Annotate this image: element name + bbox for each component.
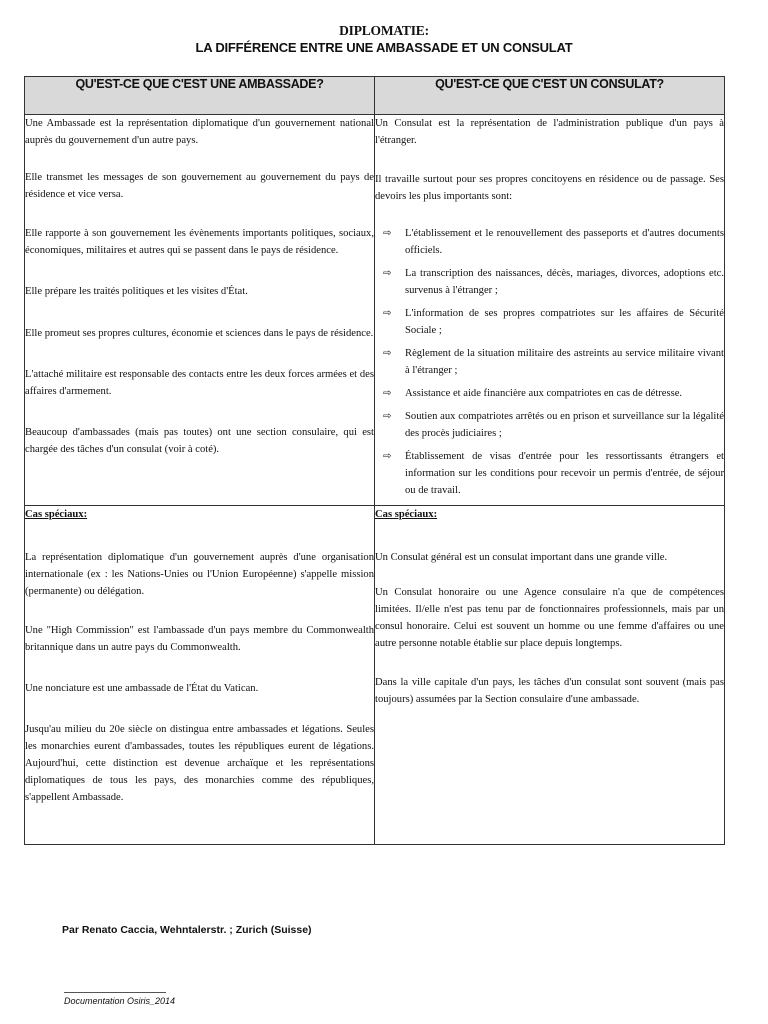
- duty-item: ⇨ Assistance et aide financière aux compatriotes en cas de détresse.: [383, 385, 724, 402]
- arrow-icon: ⇨: [383, 388, 392, 399]
- consulat-duties-intro: Il travaille surtout pour ses propres concitoyens en résidence ou de passage. Ses devoirs les plus importants sont:: [375, 174, 724, 202]
- arrow-icon: ⇨: [383, 308, 392, 319]
- special-paragraph: Un Consulat général est un consulat important dans une grande ville.: [375, 552, 668, 563]
- duty-item: ⇨ Soutien aux compatriotes arrêtés ou en prison et surveillance sur la légalité des procès judiciaires ;: [383, 408, 724, 442]
- document-title: [0, 22, 768, 56]
- duty-item: ⇨ Établissement de visas d'entrée pour les ressortissants étrangers et information sur les conditions pour recevoir un permis d'entrée, de séjour ou de travail.: [383, 448, 724, 499]
- consulat-duties-list: [383, 225, 724, 499]
- ambassade-paragraph: Elle prépare les traités politiques et les visites d'État.: [25, 286, 248, 297]
- ambassade-cell: [25, 115, 375, 506]
- arrow-icon: ⇨: [383, 228, 392, 239]
- arrow-icon: ⇨: [383, 348, 392, 359]
- comparison-table: [24, 76, 725, 845]
- special-paragraph: Une nonciature est une ambassade de l'État du Vatican.: [25, 683, 259, 694]
- arrow-icon: ⇨: [383, 451, 392, 462]
- title-line-1: DIPLOMATIE:: [339, 23, 429, 38]
- ambassade-paragraph: Elle rapporte à son gouvernement les évènements importants politiques, sociaux, économiques, militaires et autres qui se passent dans le pays de résidence.: [25, 228, 374, 256]
- special-cases-left-cell: [25, 506, 375, 845]
- ambassade-paragraph: Beaucoup d'ambassades (mais pas toutes) ont une section consulaire, qui est chargée des tâches d'un consulat (voir à coté).: [25, 427, 374, 455]
- special-cases-heading: Cas spéciaux:: [375, 509, 438, 520]
- special-cases-heading: Cas spéciaux:: [25, 509, 88, 520]
- ambassade-paragraph: L'attaché militaire est responsable des contacts entre les deux forces armées et des affaires d'armement.: [25, 369, 374, 397]
- duty-item: ⇨ Règlement de la situation militaire des astreints au service militaire vivant à l'étranger ;: [383, 345, 724, 379]
- arrow-icon: ⇨: [383, 411, 392, 422]
- special-paragraph: Un Consulat honoraire ou une Agence consulaire n'a que de compétences limitées. Il/elle n'est pas tenu par de fonctionnaires professionnels, mais par un consul honoraire. Celui est souvent un homme ou une femme d'affaires ou une autre personne notable établie sur place depuis longtemps.: [375, 587, 724, 649]
- ambassade-heading: QU'EST-CE QUE C'EST UNE AMBASSADE?: [25, 77, 375, 115]
- ambassade-paragraph: Elle promeut ses propres cultures, économie et sciences dans le pays de résidence.: [25, 328, 374, 339]
- special-paragraph: Dans la ville capitale d'un pays, les tâches d'un consulat sont souvent (mais pas toujours) assumées par la Section consulaire d'une ambassade.: [375, 677, 724, 705]
- duty-item: ⇨ L'établissement et le renouvellement des passeports et d'autres documents officiels.: [383, 225, 724, 259]
- duty-item: ⇨ L'information de ses propres compatriotes sur les affaires de Sécurité Sociale ;: [383, 305, 724, 339]
- author-line: Par Renato Caccia, Wehntalerstr. ; Zurich (Suisse): [62, 924, 312, 936]
- special-paragraph: La représentation diplomatique d'un gouvernement auprès d'une organisation internationale (ex : les Nations-Unies ou l'Union Européenne) s'appelle mission (permanente) ou délégation.: [25, 552, 374, 597]
- ambassade-paragraph: Elle transmet les messages de son gouvernement au gouvernement du pays de résidence et vice versa.: [25, 172, 374, 200]
- duty-item: ⇨ La transcription des naissances, décès, mariages, divorces, adoptions etc. survenus à l'étranger ;: [383, 265, 724, 299]
- arrow-icon: ⇨: [383, 268, 392, 279]
- consulat-cell: [375, 115, 725, 506]
- special-paragraph: Une "High Commission" est l'ambassade d'un pays membre du Commonwealth britannique dans un autre pays du Commonwealth.: [25, 625, 374, 653]
- consulat-heading: QU'EST-CE QUE C'EST UN CONSULAT?: [375, 77, 725, 115]
- consulat-intro: Un Consulat est la représentation de l'administration publique d'un pays à l'étranger.: [375, 118, 724, 146]
- special-paragraph: Jusqu'au milieu du 20e siècle on distingua entre ambassades et légations. Seules les monarchies eurent d'ambassades, toutes les républiques eurent de légations. Aujourd'hui, cette distinction est devenue archaïque et les représentations diplomatiques de tous les pays, des monarchies comme des républiques, s'appellent Ambassade.: [25, 724, 374, 803]
- footer-text: Documentation Osiris_2014: [64, 996, 176, 1006]
- ambassade-paragraph: Une Ambassade est la représentation diplomatique d'un gouvernement national auprès du gouvernement d'un autre pays.: [25, 118, 374, 146]
- footer-divider: [64, 992, 166, 993]
- special-cases-right-cell: [375, 506, 725, 845]
- title-line-2: LA DIFFÉRENCE ENTRE UNE AMBASSADE ET UN CONSULAT: [195, 40, 573, 55]
